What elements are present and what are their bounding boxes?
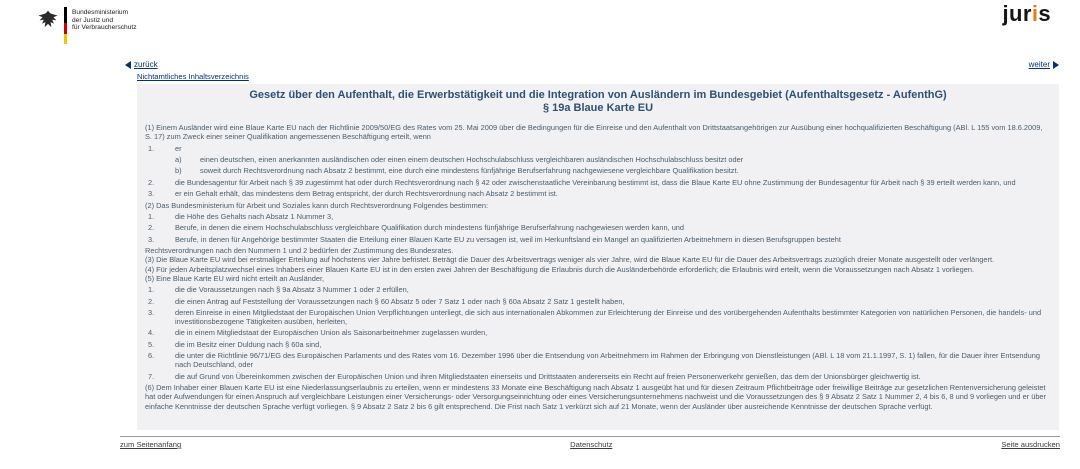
next-link[interactable]: weiter <box>1028 60 1050 69</box>
list-item-text: die in einem Mitgliedstaat der Europäischen Union als Saisonarbeitnehmer zugelassen wurden, <box>175 328 488 338</box>
pager-nav <box>125 60 1059 70</box>
flag-bar <box>64 7 67 44</box>
list-item-text: Berufe, in denen die einem Hochschulabschluss vergleichbare Qualifikation durch mindestens fünfjährige Berufserfahrung nachgewiesen werden kann, und <box>175 223 685 233</box>
list-item <box>145 178 1051 187</box>
next-arrow-icon <box>1053 61 1059 69</box>
paragraph-6: (6) Dem Inhaber einer Blauen Karte EU ist eine Niederlassungserlaubnis zu erteilen, wenn er mindestens 33 Monate eine Beschäftigung nach Absatz 1 ausgeübt hat und für diesen Zeitraum Pflichtbeiträge oder freiwillige Beiträge zur gesetzlichen Rentenversicherung geleistet hat oder Aufwendungen für einen Anspruch auf vergleichbare Leistungen einer Versicherungs- oder Versorgungseinrichtung oder eines Versicherungsunternehmens nachweist und die Voraussetzungen des § 9 Absatz 2 Satz 1 Nummer 2, 4 bis 6, 8 und 9 vorliegen und er über einfache Kenntnisse der deutschen Sprache verfügt vorliegen. § 9 Absatz 2 Satz 2 bis 6 gilt entsprechend. Die Frist nach Satz 1 verkürzt sich auf 21 Monate, wenn der Ausländer über ausreichende Kenntnisse der deutschen Sprache verfügt. <box>145 383 1047 411</box>
list-item-number: a) <box>175 154 182 164</box>
list-item-text: die unter die Richtlinie 96/71/EG des Europäischen Parlaments und des Rates vom 16. Dezember 1996 über die Entsendung von Arbeitnehmern im Rahmen der Erbringung von Dienstleistungen (ABl. L 18 vom 21.1.1997, S. 1) fallen, für die Dauer ihrer Entsendung nach Deutschland, oder <box>175 351 1040 370</box>
list-item <box>145 212 1051 221</box>
ministry-name-line3: für Verbraucherschutz <box>72 24 137 32</box>
list-absatz5 <box>145 285 1051 381</box>
list-item <box>145 340 1051 349</box>
privacy-link[interactable]: Datenschutz <box>570 440 613 449</box>
list-item-number: 3. <box>148 234 155 244</box>
to-top-link[interactable]: zum Seitenanfang <box>120 440 182 449</box>
list-item-text: er <box>175 143 182 153</box>
list-item-text: die einen Antrag auf Feststellung der Voraussetzungen nach § 60 Absatz 5 oder 7 Satz 1 oder nach § 60a Absatz 2 Satz 1 gestellt haben, <box>175 296 625 306</box>
page-footer <box>120 436 1060 449</box>
paragraph-2: (2) Das Bundesministerium für Arbeit und Soziales kann durch Rechtsverordnung Folgendes bestimmen: <box>145 200 489 210</box>
list-item-text: die auf Grund von Übereinkommen zwischen der Europäischen Union und ihren Mitgliedstaaten einerseits und Drittstaaten andererseits ein Recht auf freien Personenverkehr genießen, das dem der Unionsbürger gleichwertig ist. <box>175 371 921 381</box>
list-item-number: 3. <box>148 189 155 199</box>
list-item-number: 2. <box>148 223 155 233</box>
list-item-number: 2. <box>148 177 155 187</box>
ministry-name-line2: der Justiz und <box>72 16 114 24</box>
list-item-number: 1. <box>148 211 155 221</box>
list-item-number: 1. <box>148 143 155 153</box>
list-item <box>145 189 1051 198</box>
list-absatz1 <box>145 144 1051 199</box>
juris-logo-text: jur <box>1002 1 1032 26</box>
paragraph-2-closing: Rechtsverordnungen nach den Nummern 1 und 2 bedürfen der Zustimmung des Bundesrates. <box>145 246 454 256</box>
list-absatz2 <box>145 212 1051 244</box>
paragraph-4: (4) Für jeden Arbeitsplatzwechsel eines Inhabers einer Blauen Karte EU ist in den ersten zwei Jahren der Beschäftigung die Erlaubnis durch die Ausländerbehörde erforderlich; die Erlaubnis wird erteilt, wenn die Voraussetzungen nach Absatz 1 vorliegen. <box>145 264 975 274</box>
list-item <box>145 372 1051 381</box>
list-item <box>145 144 1051 153</box>
list-item-text: Berufe, in denen für Angehörige bestimmter Staaten die Erteilung einer Blauen Karte EU zu versagen ist, weil im Herkunftsland ein Mangel an qualifizierten Arbeitnehmern in diesen Berufsgruppen besteht <box>175 234 841 244</box>
law-body <box>145 123 1051 411</box>
list-item <box>145 285 1051 294</box>
list-item-number: b) <box>175 166 182 176</box>
list-item-number: 4. <box>148 328 155 338</box>
list-item-number: 3. <box>148 307 155 317</box>
list-item-text: deren Einreise in einen Mitgliedstaat der Europäischen Union Verpflichtungen unterliegt, die sich aus internationalen Abkommen zur Erleichterung der Einreise und des vorübergehenden Aufenthalts bestimmter Kategorien von natürlichen Personen, die handels- und investitionsbezogene Tätigkeiten ausüben, herleiten, <box>175 307 1042 327</box>
law-text-panel <box>137 84 1059 430</box>
list-item-text: einen deutschen, einen anerkannten ausländischen oder einen einem deutschen Hochschulabschluss vergleichbaren ausländischen Hochschulabschluss besitzt oder <box>200 154 744 164</box>
list-item-number: 6. <box>148 351 155 361</box>
list-item-text: die im Besitz einer Duldung nach § 60a sind, <box>175 339 322 349</box>
list-item-text: soweit durch Rechtsverordnung nach Absatz 2 bestimmt, eine durch eine mindestens fünfjährige Berufserfahrung nachgewiesene vergleichbare Qualifikation besitzt. <box>200 166 739 176</box>
list-item-text: er ein Gehalt erhält, das mindestens dem Betrag entspricht, der durch Rechtsverordnung nach Absatz 2 bestimmt ist. <box>175 189 558 199</box>
list-item-number: 1. <box>148 285 155 295</box>
paragraph-5: (5) Eine Blaue Karte EU wird nicht erteilt an Ausländer, <box>145 273 325 283</box>
section-title: § 19a Blaue Karte EU <box>542 101 654 114</box>
list-item-text: die Höhe des Gehalts nach Absatz 1 Nummer 3, <box>175 211 334 221</box>
list-item <box>145 351 1051 369</box>
ministry-name-line1: Bundesministerium <box>72 9 129 16</box>
list-item <box>145 328 1051 337</box>
paragraph-3: (3) Die Blaue Karte EU wird bei erstmaliger Erteilung auf höchstens vier Jahre befristet. Beträgt die Dauer des Arbeitsvertrags weniger als vier Jahre, wird die Blaue Karte EU für die Dauer des Arbeitsvertrags zuzüglich dreier Monate ausgestellt oder verlängert. <box>145 255 995 265</box>
list-item <box>145 308 1051 326</box>
sublist-absatz1-nr1 <box>175 155 1051 176</box>
toc-link[interactable]: Nichtamtliches Inhaltsverzeichnis <box>137 72 249 81</box>
list-item <box>145 223 1051 232</box>
back-arrow-icon <box>125 61 131 69</box>
list-item <box>145 235 1051 244</box>
federal-eagle-icon <box>36 7 60 33</box>
toc-link-row <box>137 72 249 81</box>
juris-logo-s: s <box>1038 1 1051 26</box>
list-item-number: 7. <box>148 371 155 381</box>
ministry-name <box>72 7 137 32</box>
paragraph-1: (1) Einem Ausländer wird eine Blaue Karte EU nach der Richtlinie 2009/50/EG des Rates vom 25. Mai 2009 über die Bedingungen für die Einreise und den Aufenthalt von Drittstaatsangehörigen zur Ausübung einer hochqualifizierten Beschäftigung (ABl. L 155 vom 18.6.2009, S. 17) zum Zweck einer seiner Qualifikation angemessenen Beschäftigung erteilt, wenn <box>145 123 1043 142</box>
list-item-number: 5. <box>148 339 155 349</box>
list-item <box>145 297 1051 306</box>
list-item-text: die die Voraussetzungen nach § 9a Absatz 3 Nummer 1 oder 2 erfüllen, <box>175 285 409 295</box>
list-item-number: 2. <box>148 296 155 306</box>
juris-logo-i: i <box>1031 1 1039 26</box>
list-item-text: die Bundesagentur für Arbeit nach § 39 zugestimmt hat oder durch Rechtsverordnung nach § 42 oder zwischenstaatliche Vereinbarung bestimmt ist, dass die Blaue Karte EU ohne Zustimmung der Bundesagentur für Arbeit nach § 39 erteilt werden kann, und <box>175 177 1016 187</box>
list-item <box>175 155 1051 164</box>
print-page-link[interactable]: Seite ausdrucken <box>1001 440 1060 449</box>
list-item <box>175 166 1051 175</box>
ministry-logo <box>36 7 137 44</box>
back-link[interactable]: zurück <box>134 60 158 69</box>
juris-logo <box>1003 1 1051 27</box>
law-title: Gesetz über den Aufenthalt, die Erwerbstätigkeit und die Integration von Ausländern im Bundesgebiet (Aufenthaltsgesetz - AufenthG) <box>249 89 947 101</box>
